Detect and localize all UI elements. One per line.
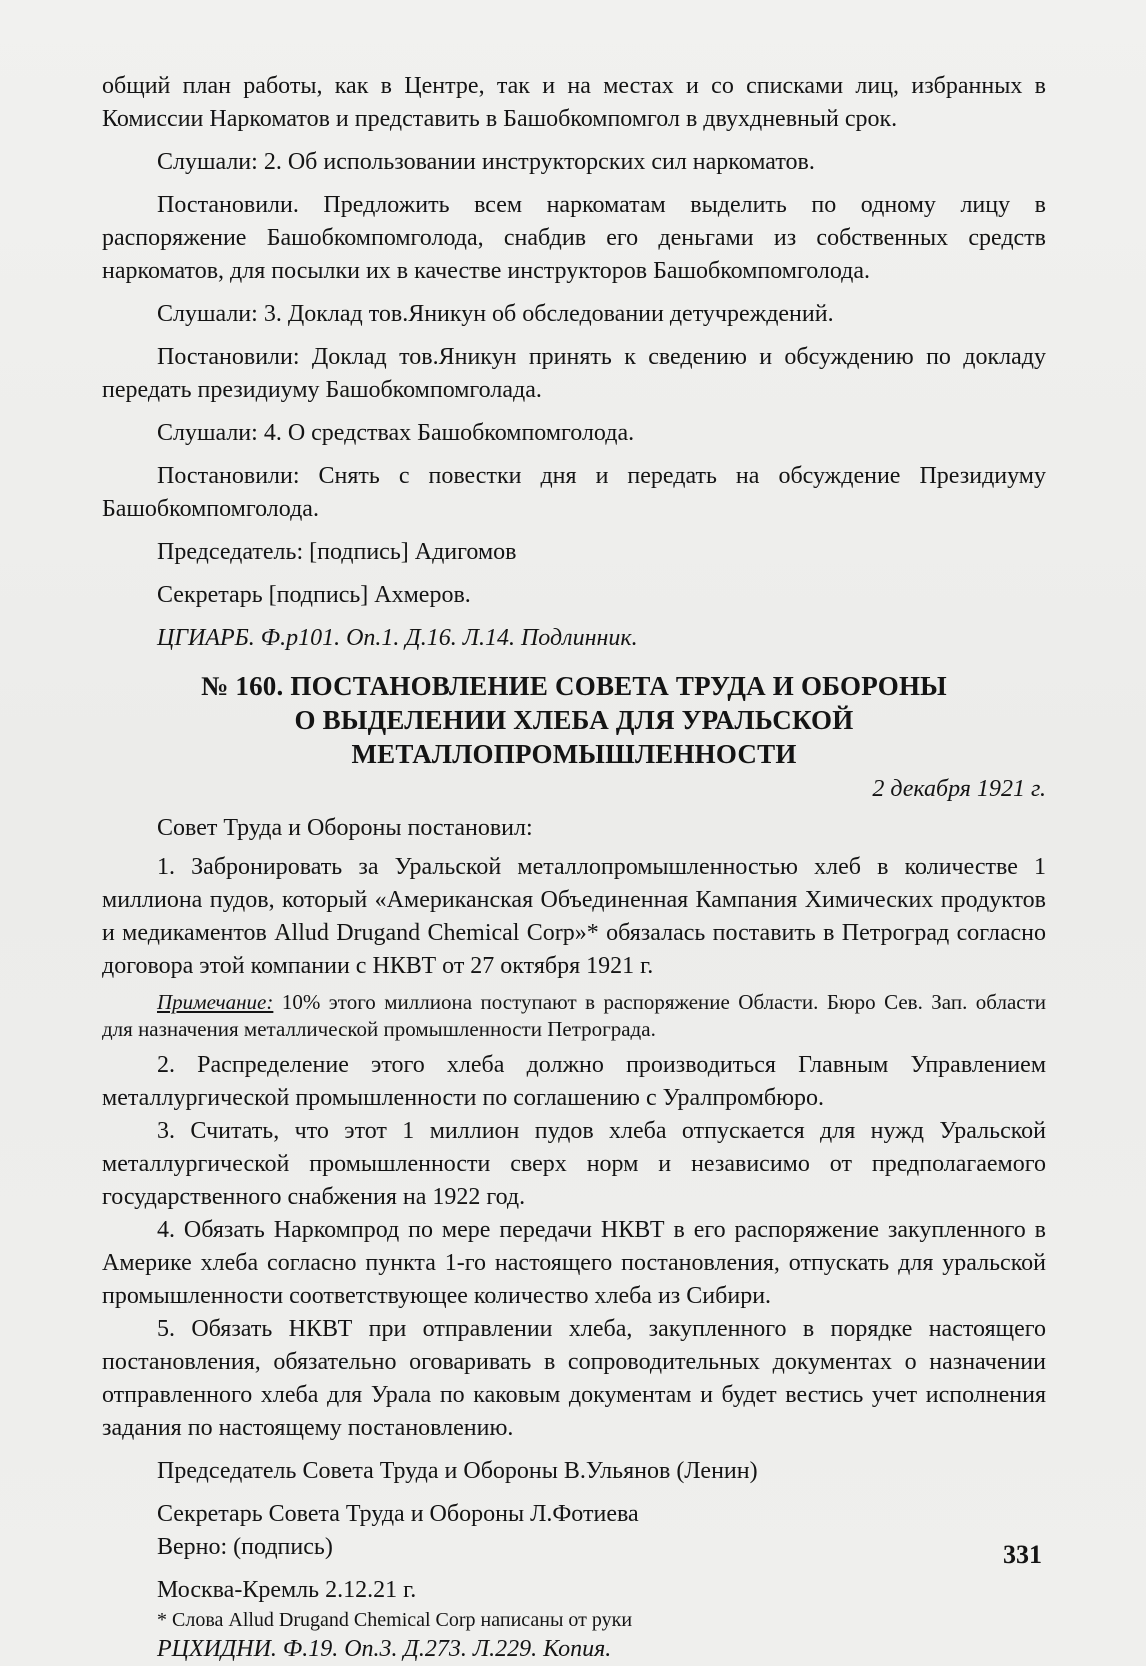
intro-paragraph: общий план работы, как в Центре, так и на местах и со списками лиц, избранных в Комиссии Наркоматов и представить в Башобкомпомгол в двухдневный срок. bbox=[102, 73, 1046, 132]
decree-chairman: Председатель Совета Труда и Обороны В.Ульянов (Ленин) bbox=[157, 1458, 758, 1484]
verified-note: Верно: (подпись) bbox=[157, 1534, 333, 1560]
page-content bbox=[102, 70, 1046, 1666]
document-heading bbox=[102, 669, 1046, 771]
heard-item-3: Слушали: 3. Доклад тов.Яникун об обследовании детучреждений. bbox=[157, 301, 834, 327]
document-archive-reference: РЦХИДНИ. Ф.19. Оп.3. Д.273. Л.229. Копия. bbox=[157, 1636, 612, 1662]
heading-line-1: № 160. ПОСТАНОВЛЕНИЕ СОВЕТА ТРУДА И ОБОРОНЫ bbox=[201, 671, 947, 701]
chairman-signature: Председатель: [подпись] Адигомов bbox=[157, 539, 517, 565]
preamble: Совет Труда и Обороны постановил: bbox=[157, 815, 533, 841]
heard-item-2: Слушали: 2. Об использовании инструкторских сил наркоматов. bbox=[157, 149, 815, 175]
decided-item-3: Постановили: Доклад тов.Яникун принять к сведению и обсуждению по докладу передать президиуму Башобкомпомголада. bbox=[102, 344, 1046, 403]
decree-item-4: 4. Обязать Наркомпрод по мере передачи НКВТ в его распоряжение закупленного в Америке хлеба согласно пункта 1-го настоящего постановления, отпускать для уральской промышленности соответствующее количество хлеба из Сибири. bbox=[102, 1217, 1046, 1309]
heard-item-4: Слушали: 4. О средствах Башобкомпомголода. bbox=[157, 420, 635, 446]
document-date: 2 декабря 1921 г. bbox=[872, 776, 1046, 802]
heading-line-2: О ВЫДЕЛЕНИИ ХЛЕБА ДЛЯ УРАЛЬСКОЙ bbox=[294, 705, 854, 735]
decree-item-3: 3. Считать, что этот 1 миллион пудов хлеба отпускается для нужд Уральской металлургической промышленности сверх норм и независимо от предполагаемого государственного снабжения на 1922 год. bbox=[102, 1118, 1046, 1210]
note-paragraph bbox=[102, 989, 1046, 1043]
decree-item-5: 5. Обязать НКВТ при отправлении хлеба, закупленного в порядке настоящего постановления, обязательно оговаривать в сопроводительных документах о назначении отправленного хлеба для Урала по каковым документам и будет вестись учет исполнения задания по настоящему постановлению. bbox=[102, 1316, 1046, 1441]
decree-secretary: Секретарь Совета Труда и Обороны Л.Фотиева bbox=[157, 1501, 639, 1527]
archive-reference: ЦГИАРБ. Ф.р101. Оп.1. Д.16. Л.14. Подлинник. bbox=[157, 625, 638, 651]
note-label: Примечание: bbox=[157, 990, 274, 1014]
decree-item-2: 2. Распределение этого хлеба должно производиться Главным Управлением металлургической промышленности по соглашению с Уралпромбюро. bbox=[102, 1052, 1046, 1111]
page-number: 331 bbox=[1003, 1540, 1042, 1569]
heading-line-3: МЕТАЛЛОПРОМЫШЛЕННОСТИ bbox=[351, 739, 797, 769]
decree-item-1: 1. Забронировать за Уральской металлопромышленностью хлеб в количестве 1 миллиона пудов, который «Американская Объединенная Кампания Химических продуктов и медикаментов Allud Drugand Chemical Corp»* обязалась поставить в Петроград согласно договора этой компании с НКВТ от 27 октября 1921 г. bbox=[102, 854, 1046, 979]
decided-item-2: Постановили. Предложить всем наркоматам выделить по одному лицу в распоряжение Башобкомпомголода, снабдив его деньгами из собственных средств наркоматов, для посылки их в качестве инструкторов Башобкомпомголода. bbox=[102, 192, 1046, 284]
place-date: Москва-Кремль 2.12.21 г. bbox=[157, 1577, 417, 1603]
decided-item-4: Постановили: Снять с повестки дня и передать на обсуждение Президиуму Башобкомпомголода. bbox=[102, 463, 1046, 522]
secretary-signature: Секретарь [подпись] Ахмеров. bbox=[157, 582, 471, 608]
footnote: * Слова Allud Drugand Chemical Corp написаны от руки bbox=[157, 1609, 633, 1631]
note-text: 10% этого миллиона поступают в распоряжение Области. Бюро Сев. Зап. области для назначения металлической промышленности Петрограда. bbox=[102, 990, 1046, 1041]
